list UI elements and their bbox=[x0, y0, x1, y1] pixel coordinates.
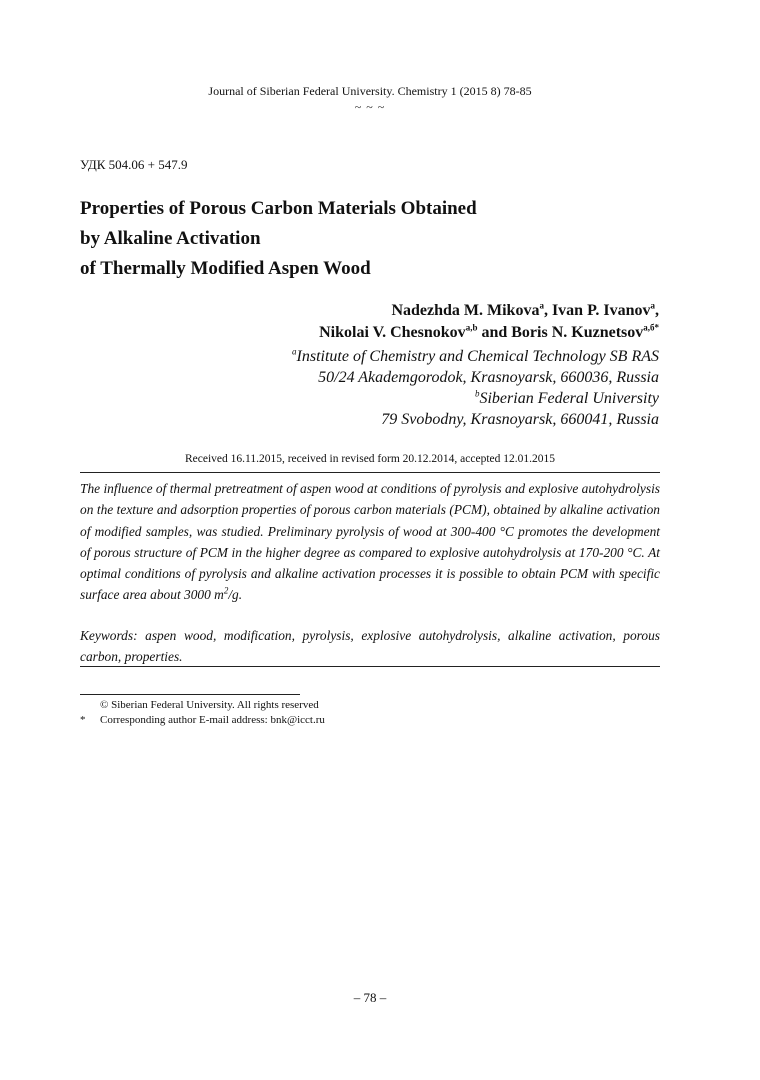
journal-header: Journal of Siberian Federal University. Chemistry 1 (2015 8) 78-85 bbox=[208, 84, 532, 98]
title-line-1: Properties of Porous Carbon Materials Obtained bbox=[80, 198, 477, 219]
affiliation-mark: a bbox=[292, 346, 297, 357]
affiliation-mark: b bbox=[474, 388, 480, 399]
abstract-text: The influence of thermal pretreatment of aspen wood at conditions of pyrolysis and explosive autohydrolysis on the texture and adsorption properties of porous carbon materials (PCM), obtained by alkaline activation of modified samples, was studied. Preliminary pyrolysis of wood at 300-400 °C promotes the development of porous structure of PCM in the higher degree as compared to explosive autohydrolysis at 170-200 °C. At optimal conditions of pyrolysis and alkaline activation processes it is possible to obtain PCM with specific surface area about 3000 m bbox=[80, 481, 660, 603]
unit-superscript: 2 bbox=[223, 586, 229, 597]
abstract-bottom-rule bbox=[80, 666, 660, 667]
title-line-3: of Thermally Modified Aspen Wood bbox=[80, 258, 371, 279]
header-separator: ~ ~ ~ bbox=[354, 100, 386, 114]
footnotes bbox=[80, 698, 325, 728]
author-name: Nikolai V. Chesnokov bbox=[319, 324, 466, 341]
author-name: Ivan P. Ivanov bbox=[551, 302, 651, 319]
author-affiliation-mark: a,б* bbox=[643, 322, 659, 333]
footnote-rule bbox=[80, 694, 300, 695]
paper-title bbox=[80, 194, 477, 284]
received-dates: Received 16.11.2015, received in revised form 20.12.2014, accepted 12.01.2015 bbox=[184, 453, 556, 465]
author-list bbox=[319, 300, 659, 344]
author-line-2 bbox=[319, 322, 659, 344]
footnote-mark: * bbox=[80, 714, 86, 726]
abstract bbox=[80, 478, 660, 606]
author-affiliation-mark: a bbox=[539, 300, 544, 311]
title-line-2: by Alkaline Activation bbox=[80, 228, 261, 249]
page-number: – 78 – bbox=[353, 990, 387, 1005]
footnote-corresponding: * Corresponding author E-mail address: bnk@icct.ru bbox=[80, 714, 325, 726]
author-affiliation-mark: a bbox=[650, 300, 655, 311]
author-line-1: Nadezhda M. Mikova$^a$, Ivan P. Ivanov$^a$, bbox=[391, 300, 659, 319]
author-affiliation-mark: a,b bbox=[465, 322, 478, 333]
affiliation-a-name: $^a$Institute of Chemistry and Chemical Technology SB RAS bbox=[292, 346, 659, 365]
author-name: Nadezhda M. Mikova bbox=[391, 302, 540, 319]
affiliation-a-address: 50/24 Akademgorodok, Krasnoyarsk, 660036, Russia bbox=[318, 369, 659, 386]
keywords: Keywords: aspen wood, modification, pyrolysis, explosive autohydrolysis, alkaline activation, porous carbon, properties. bbox=[80, 628, 660, 664]
footnote-copyright: © Siberian Federal University. All rights reserved bbox=[100, 699, 319, 711]
abstract-top-rule bbox=[80, 472, 660, 473]
udk-code: УДК 504.06 + 547.9 bbox=[80, 157, 188, 172]
affiliations bbox=[292, 346, 659, 430]
affiliation-b-address: 79 Svobodny, Krasnoyarsk, 660041, Russia bbox=[381, 411, 659, 428]
affiliation-b-name: $^b$Siberian Federal University bbox=[474, 388, 659, 407]
author-name: Boris N. Kuznetsov bbox=[511, 324, 644, 341]
abstract-text-end: /g. bbox=[228, 587, 243, 603]
author-conjunction: and bbox=[477, 324, 512, 341]
